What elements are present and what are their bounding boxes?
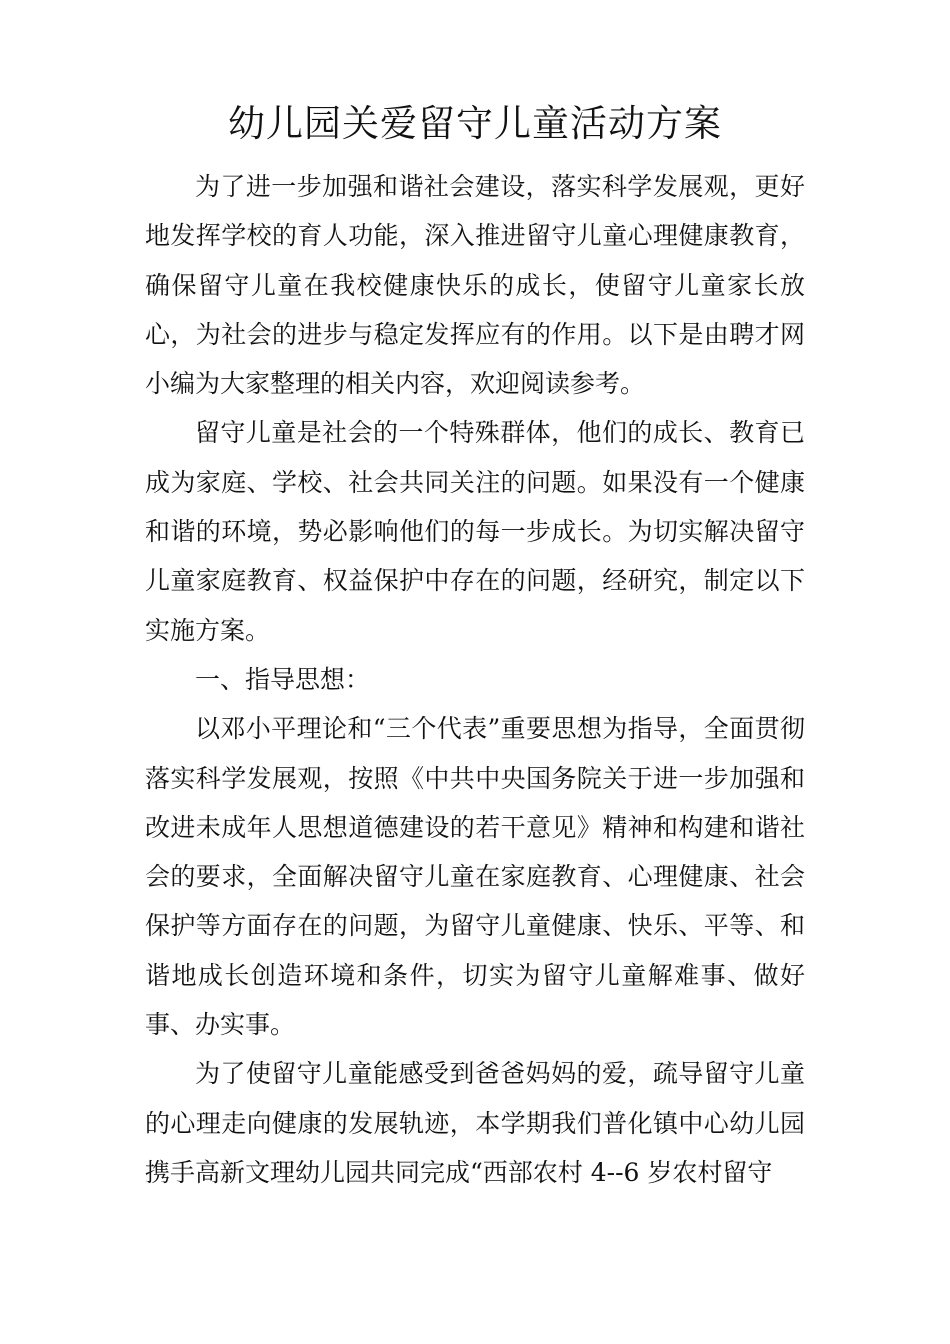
- document-body: [145, 162, 805, 1197]
- paragraph-activity: 为了使留守儿童能感受到爸爸妈妈的爱，疏导留守儿童的心理走向健康的发展轨迹，本学期我们普化镇中心幼儿园携手高新文理幼儿园共同完成“西部农村 4--6 岁农村留守: [145, 1059, 805, 1187]
- paragraph-guiding-ideology: 以邓小平理论和“三个代表”重要思想为指导，全面贯彻落实科学发展观，按照《中共中央国务院关于进一步加强和改进未成年人思想道德建设的若干意见》精神和构建和谐社会的要求，全面解决留守儿童在家庭教育、心理健康、社会保护等方面存在的问题，为留守儿童健康、快乐、平等、和谐地成长创造环境和条件，切实为留守儿童解难事、做好事、办实事。: [145, 714, 805, 1040]
- paragraph-background: 留守儿童是社会的一个特殊群体，他们的成长、教育已成为家庭、学校、社会共同关注的问题。如果没有一个健康和谐的环境，势必影响他们的每一步成长。为切实解决留守儿童家庭教育、权益保护中存在的问题，经研究，制定以下实施方案。: [145, 418, 805, 645]
- section-heading-guiding-ideology: 一、指导思想：: [195, 664, 371, 694]
- paragraph-intro: 为了进一步加强和谐社会建设，落实科学发展观，更好地发挥学校的育人功能，深入推进留守儿童心理健康教育，确保留守儿童在我校健康快乐的成长，使留守儿童家长放心，为社会的进步与稳定发挥应有的作用。以下是由聘才网小编为大家整理的相关内容，欢迎阅读参考。: [145, 172, 805, 399]
- document-title: 幼儿园关爱留守儿童活动方案: [228, 102, 722, 145]
